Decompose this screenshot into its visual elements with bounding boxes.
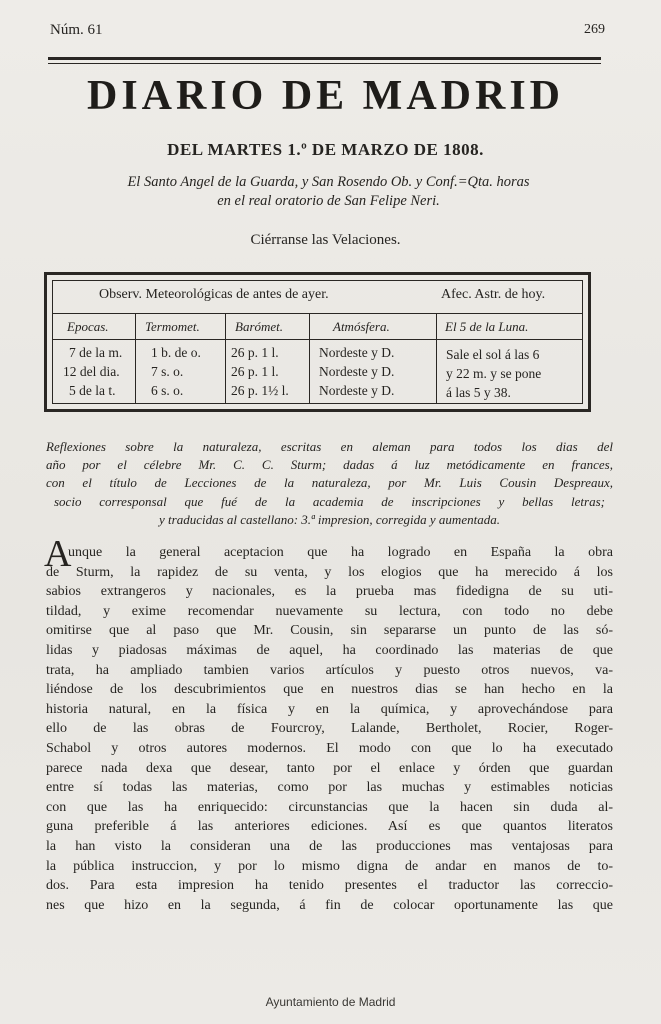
table-rule-top <box>53 313 582 314</box>
issue-number: Núm. 61 <box>50 22 103 38</box>
masthead-rule-thin <box>48 63 601 64</box>
body-line: ello de las obras de Fourcroy, Lalande, Bertholet, Rocier, Roger- <box>46 721 613 737</box>
drop-cap: A <box>44 533 72 575</box>
row3-termometro: 6 s. o. <box>151 383 184 398</box>
table-rule-header <box>53 339 582 340</box>
body-line: lidas y piadosas máximas de aquel, ha coordinado las materias de que <box>46 642 613 658</box>
astro-title: Afec. Astr. de hoy. <box>441 287 546 302</box>
row2-barometro: 26 p. 1 l. <box>231 364 279 379</box>
intro-line: socio corresponsal que fué de la academia de inscripciones y bellas letras; <box>54 493 605 509</box>
body-line: Schabol y otros autores modernos. El modo con que lo ha executado <box>46 740 613 756</box>
row2-atmosfera: Nordeste y D. <box>319 364 395 379</box>
col-divider-1 <box>135 314 136 403</box>
weather-table <box>44 272 591 412</box>
row3-barometro: 26 p. 1½ l. <box>231 383 289 398</box>
archive-footer: Ayuntamiento de Madrid <box>265 995 396 1009</box>
luna-line-2: y 22 m. y se pone <box>446 366 542 381</box>
body-line: con que las ha enriquecido: circunstancias que la hacen sin duda al- <box>46 799 613 815</box>
intro-line: y traducidas al castellano: 3.ª impresion, corregida y aumentada. <box>159 511 500 527</box>
body-line: nes que hizo en la segunda, á fin de colocar oportunamente las que <box>46 897 613 913</box>
body-line: entre sí todas las materias, como por las muchas y estimables noticias <box>46 780 613 796</box>
body-line: liéndose de los descubrimientos que en nuestros dias se han hecho en la <box>46 682 613 698</box>
body-line: sabios extrangeros y nacionales, es la prueba mas fidedigna de su uti- <box>46 584 613 600</box>
col-header-atmosfera: Atmósfera. <box>333 319 390 334</box>
body-line: omitirse que al paso que Mr. Cousin, sin separarse un punto de las só- <box>46 623 613 639</box>
row3-atmosfera: Nordeste y D. <box>319 383 395 398</box>
row1-barometro: 26 p. 1 l. <box>231 345 279 360</box>
body-line: de Sturm, la rapidez de su venta, y los elogios que ha merecido á los <box>46 564 613 580</box>
luna-line-1: Sale el sol á las 6 <box>446 347 540 362</box>
top-line <box>48 22 605 42</box>
luna-text <box>446 345 586 402</box>
intro-line: Reflexiones sobre la naturaleza, escritas en aleman para todos los dias del <box>46 439 613 454</box>
body-line: dos. Para esta impresion ha tenido presentes el traductor las correccio- <box>46 878 613 894</box>
row3-epoca: 5 de la t. <box>69 383 116 398</box>
article-body <box>44 533 613 915</box>
col-divider-3 <box>309 314 310 403</box>
row2-termometro: 7 s. o. <box>151 364 184 379</box>
saint-of-day <box>52 173 605 211</box>
saint-line-2: en el real oratorio de San Felipe Neri. <box>217 193 440 209</box>
row1-termometro: 1 b. de o. <box>151 345 201 360</box>
body-line: la han visto la consideran una de las producciones mas ventajosas para <box>46 838 613 854</box>
col-header-luna: El 5 de la Luna. <box>445 319 529 334</box>
body-line: la pública instruccion, y por lo mismo digna de andar en manos de to- <box>46 858 613 874</box>
body-line: tildad, y exime recomendar nuevamente su lectura, con todo no debe <box>46 603 613 619</box>
col-header-epocas: Epocas. <box>67 319 109 334</box>
col-header-termometro: Termomet. <box>145 319 200 334</box>
col-header-barometro: Barómet. <box>235 319 284 334</box>
body-line: unque la general aceptacion que ha logrado en España la obra <box>68 545 613 560</box>
col-divider-2 <box>225 314 226 403</box>
masthead-title: DIARIO DE MADRID <box>86 73 564 119</box>
row1-atmosfera: Nordeste y D. <box>319 345 395 360</box>
saint-line-1: El Santo Angel de la Guarda, y San Rosendo Ob. y Conf.=Qta. horas <box>127 174 530 190</box>
row2-epoca: 12 del dia. <box>63 364 120 379</box>
intro-line: año por el célebre Mr. C. C. Sturm; dadas á luz metódicamente en frances, <box>46 457 613 473</box>
luna-line-3: á las 5 y 38. <box>446 385 511 400</box>
body-line: trata, ha ampliado tambien varios artículos y puesto otros nuevos, va- <box>46 662 613 678</box>
weather-title: Observ. Meteorológicas de antes de ayer. <box>99 287 329 302</box>
row1-epoca: 7 de la m. <box>69 345 123 360</box>
body-line: historia natural, en la física y en la química, y aprovechándose para <box>46 701 613 717</box>
body-line: parece nada dexa que desear, tanto por el enlace y órden que guardan <box>46 760 613 776</box>
page-number: 269 <box>584 22 605 37</box>
weather-table-inner <box>52 280 583 404</box>
notice-line: Ciérranse las Velaciones. <box>250 232 401 248</box>
intro-line: con el título de Lecciones de la naturaleza, por Mr. Luis Cousin Despreaux, <box>46 475 613 491</box>
dateline: DEL MARTES 1.º DE MARZO DE 1808. <box>167 140 484 159</box>
body-line: guna preferible á las anteriores ediciones. Así es que quantos literatos <box>46 819 613 835</box>
masthead-rule-thick <box>48 57 601 60</box>
article-intro <box>46 438 613 529</box>
col-divider-4 <box>436 314 437 403</box>
